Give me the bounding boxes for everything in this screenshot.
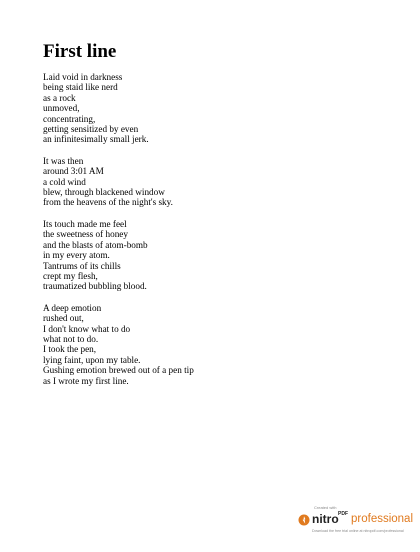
poem-line: around 3:01 AM xyxy=(43,166,104,177)
poem-line: concentrating, xyxy=(43,113,96,124)
poem-line: Tantrums of its chills xyxy=(43,260,121,271)
poem-line: unmoved, xyxy=(43,103,80,114)
poem-line: rushed out, xyxy=(43,313,84,324)
poem-line: Gushing emotion brewed out of a pen tip xyxy=(43,365,194,376)
stanza-3 xyxy=(43,219,383,292)
watermark-pdf: PDF xyxy=(338,511,348,517)
poem-line: Laid void in darkness xyxy=(43,72,123,82)
poem-line: in my every atom. xyxy=(43,250,110,261)
poem-line: being staid like nerd xyxy=(43,82,118,93)
poem-line: the sweetness of honey xyxy=(43,229,128,240)
poem-line: It was then xyxy=(43,155,84,166)
poem-line: a cold wind xyxy=(43,176,86,187)
poem-line: an infinitesimally small jerk. xyxy=(43,134,149,145)
poem-line: I took the pen, xyxy=(43,344,97,355)
poem-line: Its touch made me feel xyxy=(43,218,127,229)
nitro-watermark xyxy=(298,505,416,547)
poem-line: crept my flesh, xyxy=(43,270,98,281)
stanza-2 xyxy=(43,156,383,208)
poem-line: as I wrote my first line. xyxy=(43,375,129,386)
poem-body xyxy=(43,72,383,397)
poem-line: lying faint, upon my table. xyxy=(43,354,141,365)
poem-line: from the heavens of the night's sky. xyxy=(43,197,173,208)
poem-line: as a rock xyxy=(43,92,76,103)
poem-line: blew, through blackened window xyxy=(43,187,165,198)
poem-line: getting sensitized by even xyxy=(43,124,139,135)
poem-line: I don't know what to do xyxy=(43,323,131,334)
watermark-brand: nitro xyxy=(312,512,339,526)
poem-title: First line xyxy=(43,41,117,62)
nitro-logo-icon xyxy=(298,514,310,526)
stanza-4 xyxy=(43,303,383,386)
poem-line: and the blasts of atom-bomb xyxy=(43,239,148,250)
watermark-created-with: Created with xyxy=(314,505,337,510)
poem-line: what not to do. xyxy=(43,333,99,344)
stanza-1 xyxy=(43,72,383,145)
poem-line: A deep emotion xyxy=(43,302,102,313)
watermark-edition: professional xyxy=(351,513,414,525)
watermark-download-link[interactable]: Download the free trial online at nitropdf.com/professional xyxy=(312,529,404,533)
poem-line: traumatized bubbling blood. xyxy=(43,281,147,292)
